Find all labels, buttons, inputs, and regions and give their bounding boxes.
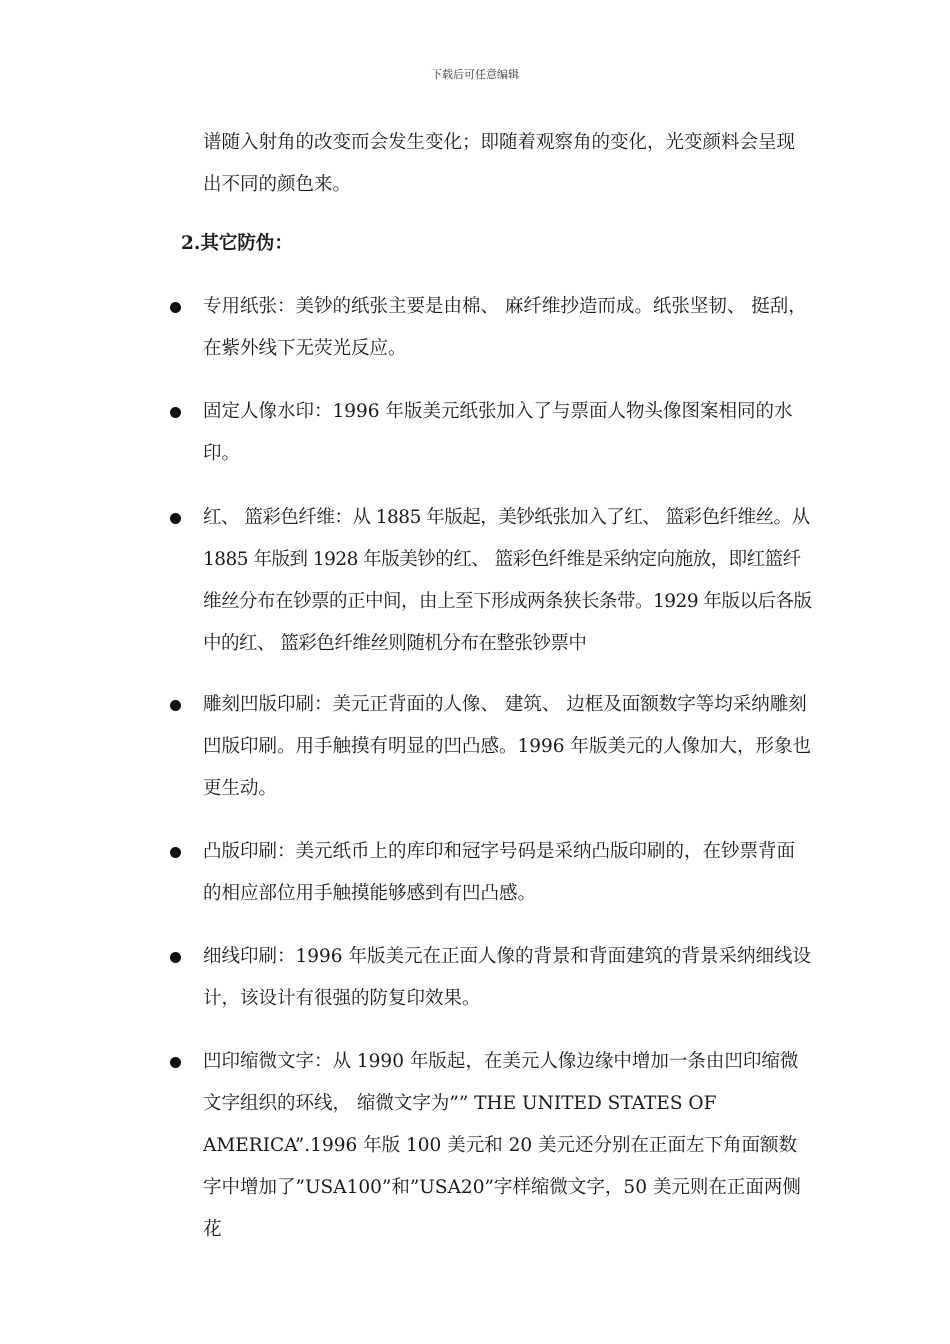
bullet-icon — [170, 302, 181, 313]
page-header: 下载后可任意编辑 — [431, 68, 519, 81]
list-item-text: 雕刻凹版印刷：美元正背面的人像、 建筑、 边框及面额数字等均采纳雕刻凹版印刷。用手触摸有明显的凹凸感。1996 年版美元的人像加大，形象也更生动。 — [203, 694, 811, 799]
list-item-text: 凹印缩微文字：从 1990 年版起，在美元人像边缘中增加一条由凹印缩微文字组织的环线， 缩微文字为”” THE UNITED STATES OF AMERICA”.1996 年版 100 美元和 20 美元还分别在正面左下角面额数字中增加了”USA100”和”USA20”字样缩微文字，50 美元则在正面两侧花 — [203, 1051, 801, 1240]
list-item-text: 细线印刷：1996 年版美元在正面人像的背景和背面建筑的背景采纳细线设计，该设计有很强的防复印效果。 — [203, 946, 811, 1009]
bullet-icon — [170, 513, 181, 524]
bullet-icon — [170, 700, 181, 711]
list-item-text: 固定人像水印：1996 年版美元纸张加入了与票面人物头像图案相同的水印。 — [203, 401, 793, 464]
continuation-paragraph: 谱随入射角的改变而会发生变化；即随着观察角的变化，光变颜料会呈现出不同的颜色来。 — [203, 132, 796, 195]
bullet-icon — [170, 407, 181, 418]
bullet-icon — [170, 1057, 181, 1068]
list-item-text: 凸版印刷：美元纸币上的库印和冠字号码是采纳凸版印刷的，在钞票背面的相应部位用手触摸能够感到有凹凸感。 — [203, 841, 796, 904]
bullet-icon — [170, 847, 181, 858]
list-item-text: 红、 篮彩色纤维：从 1885 年版起，美钞纸张加入了红、 篮彩色纤维丝。从 1885 年版到 1928 年版美钞的红、 篮彩色纤维是采纳定向施放，即红篮纤维丝分布在钞票的正中间，由上至下形成两条狭长条带。1929 年版以后各版中的红、 篮彩色纤维丝则随机分布在整张钞票中 — [203, 507, 812, 654]
bullet-icon — [170, 952, 181, 963]
section-heading: 2.其它防伪： — [181, 233, 293, 254]
list-item-text: 专用纸张：美钞的纸张主要是由棉、 麻纤维抄造而成。纸张坚韧、 挺刮，在紫外线下无荧光反应。 — [203, 296, 807, 359]
